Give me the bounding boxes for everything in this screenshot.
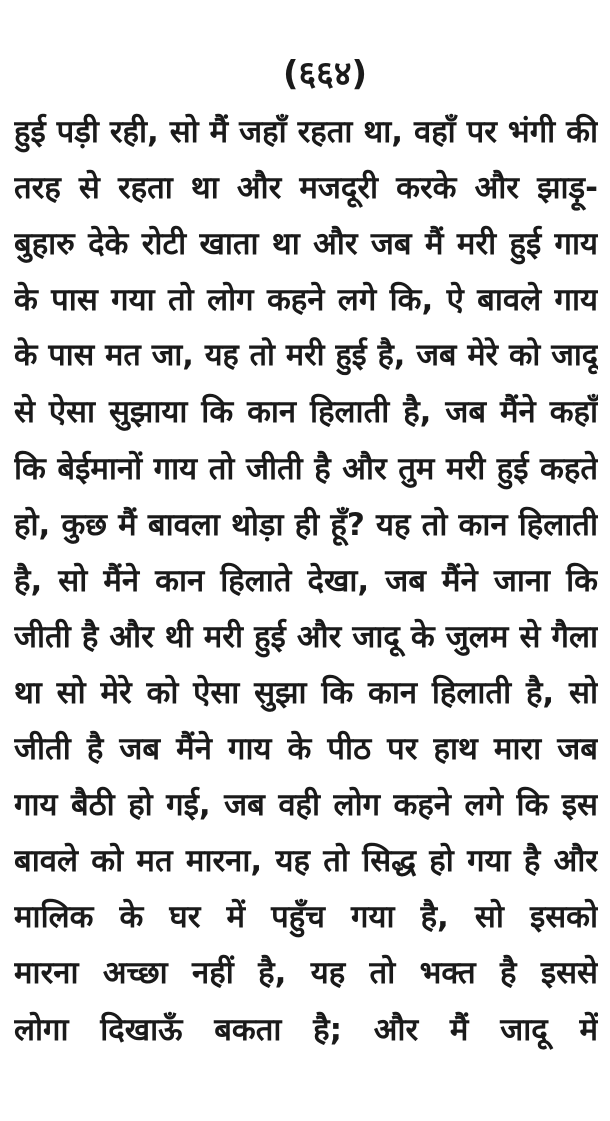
page-number: (६६४) <box>282 54 368 94</box>
text-line-3: बुहारु देके रोटी खाता था और जब मैं मरी हुई गाय <box>14 226 598 263</box>
text-line-15: मालिक के घर में पहुँच गया है, सो इसको <box>14 899 598 936</box>
text-line-7: कि बेईमानों गाय तो जीती है और तुम मरी हुई कहते <box>14 450 598 487</box>
text-line-16: मारना अच्छा नहीं है, यह तो भक्त है इससे <box>14 955 598 992</box>
text-line-17: लोगा दिखाऊँ बकता है; और मैं जादू में <box>14 1011 598 1048</box>
text-line-14: बावले को मत मारना, यह तो सिद्ध हो गया है और <box>14 843 598 880</box>
text-line-12: जीती है जब मैंने गाय के पीठ पर हाथ मारा जब <box>14 731 598 768</box>
text-line-8: हो, कुछ मैं बावला थोड़ा ही हूँ? यह तो कान हिलाती <box>14 506 598 543</box>
text-line-6: से ऐसा सुझाया कि कान हिलाती है, जब मैंने कहाँ <box>14 394 598 431</box>
text-line-13: गाय बैठी हो गई, जब वही लोग कहने लगे कि इस <box>14 787 598 824</box>
body-text <box>14 104 598 1058</box>
text-line-5: के पास मत जा, यह तो मरी हुई है, जब मेरे को जादू <box>14 338 598 374</box>
text-line-2: तरह से रहता था और मजदूरी करके और झाड़ू- <box>14 170 598 207</box>
text-line-11: था सो मेरे को ऐसा सुझा कि कान हिलाती है, सो <box>14 674 598 711</box>
text-line-9: है, सो मैंने कान हिलाते देखा, जब मैंने जाना कि <box>14 562 598 599</box>
text-line-4: के पास गया तो लोग कहने लगे कि, ऐ बावले गाय <box>14 282 598 319</box>
text-line-1: हुई पड़ी रही, सो मैं जहाँ रहता था, वहाँ पर भंगी की <box>14 114 598 150</box>
text-line-10: जीती है और थी मरी हुई और जादू के जुलम से गैला <box>14 618 598 655</box>
